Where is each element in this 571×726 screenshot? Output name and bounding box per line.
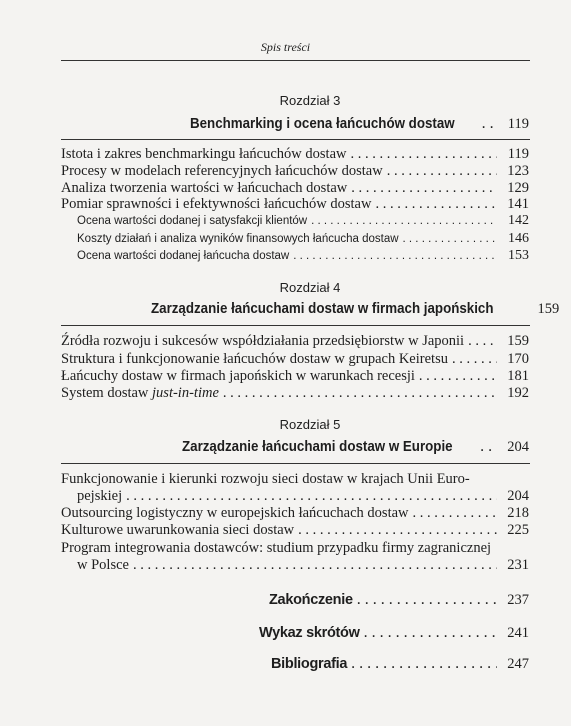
- toc-backmatter[interactable]: Wykaz skrótów . . . 241: [259, 624, 529, 642]
- toc-backmatter[interactable]: Bibliografia . . . 247: [271, 655, 529, 673]
- toc-entry[interactable]: Struktura i funkcjonowanie łańcuchów dostaw w grupach Keiretsu . . . 170: [61, 351, 529, 368]
- chapter-rule: [61, 139, 530, 140]
- toc-entry[interactable]: Kulturowe uwarunkowania sieci dostaw . . . 225: [61, 522, 529, 539]
- chapter-title: Zarządzanie łańcuchami dostaw w firmach japońskich: [151, 301, 494, 317]
- chapter-rule: [61, 325, 530, 326]
- toc-entry-line1[interactable]: Program integrowania dostawców: studium przypadku firmy zagranicznej: [61, 540, 492, 556]
- toc-entry[interactable]: Procesy w modelach referencyjnych łańcuchów dostaw . . . 123: [61, 163, 529, 180]
- toc-entry[interactable]: Outsourcing logistyczny w europejskich łańcuchach dostaw . . . 218: [61, 505, 529, 522]
- page-number: 159: [537, 301, 560, 317]
- chapter-label: Rozdział 5: [279, 417, 341, 432]
- page-number: 119: [507, 116, 529, 132]
- toc-entry[interactable]: w Polsce . . . 231: [77, 557, 529, 574]
- header-rule: [61, 60, 530, 61]
- chapter-title: Zarządzanie łańcuchami dostaw w Europie: [182, 439, 453, 455]
- toc-entry[interactable]: System dostaw just-in-time . . . 192: [61, 385, 529, 402]
- toc-entry[interactable]: Istota i zakres benchmarkingu łańcuchów dostaw . . . 119: [61, 146, 529, 163]
- toc-entry[interactable]: Źródła rozwoju i sukcesów współdziałania przedsiębiorstw w Japonii . . . 159: [61, 333, 529, 350]
- toc-entry[interactable]: Pomiar sprawności i efektywności łańcuchów dostaw . . . 141: [61, 196, 529, 213]
- page-number: 204: [507, 439, 529, 455]
- toc-entry[interactable]: pejskiej . . . 204: [77, 488, 529, 505]
- toc-subentry[interactable]: Koszty działań i analiza wyników finansowych łańcucha dostaw . . . 146: [77, 231, 529, 247]
- chapter-title-line[interactable]: [182, 438, 529, 456]
- chapter-title: Benchmarking i ocena łańcuchów dostaw: [190, 116, 455, 132]
- chapter-label: Rozdział 3: [279, 93, 341, 108]
- toc-backmatter[interactable]: Zakończenie . . . 237: [269, 591, 529, 609]
- chapter-title-line[interactable]: [151, 300, 560, 318]
- chapter-title-line[interactable]: [190, 115, 529, 133]
- toc-entry[interactable]: Analiza tworzenia wartości w łańcuchach dostaw . . . 129: [61, 180, 529, 197]
- toc-entry[interactable]: Łańcuchy dostaw w firmach japońskich w warunkach recesji . . . 181: [61, 368, 529, 385]
- chapter-rule: [61, 463, 530, 464]
- chapter-label: Rozdział 4: [279, 280, 341, 295]
- toc-subentry[interactable]: Ocena wartości dodanej łańcucha dostaw . . . 153: [77, 248, 529, 264]
- toc-entry-line1[interactable]: Funkcjonowanie i kierunki rozwoju sieci dostaw w krajach Unii Euro-: [61, 471, 470, 487]
- toc-subentry[interactable]: Ocena wartości dodanej i satysfakcji klientów . . . 142: [77, 213, 529, 229]
- running-header: Spis treści: [260, 40, 311, 54]
